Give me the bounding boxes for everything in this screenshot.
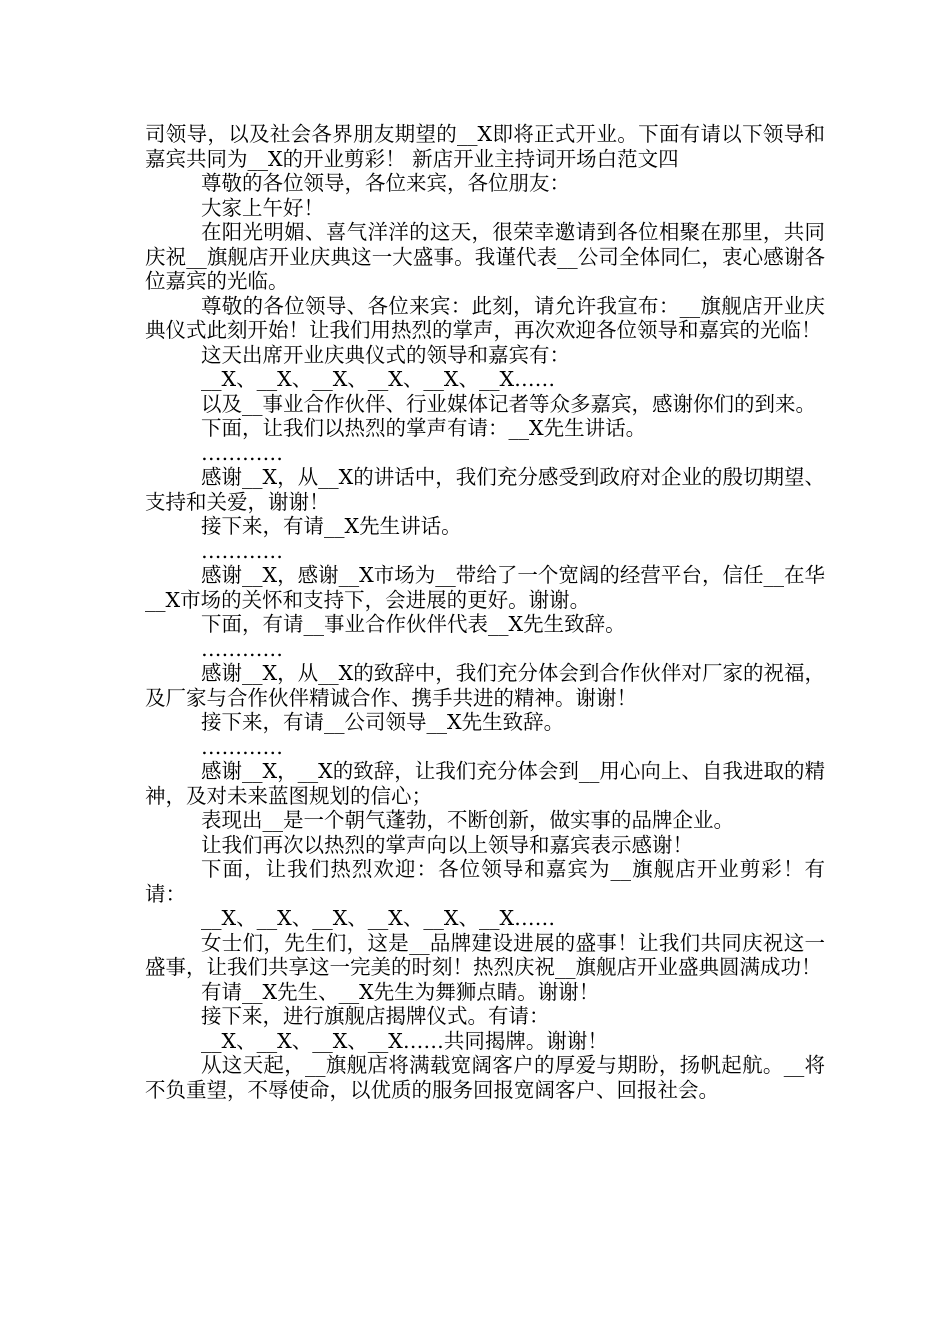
paragraph-speech-4: 接下来，有请__公司领导__X先生致辞。 (201, 710, 565, 734)
paragraph-morning: 大家上午好！ (201, 195, 324, 220)
paragraph-ellipsis: ………… (201, 734, 283, 759)
paragraph-continuation: 司领导，以及社会各界朋友期望的__X即将正式开业。下面有请以下领导和嘉宾共同为__X的开业剪彩！ 新店开业主持词开场白范文四 (145, 122, 825, 171)
paragraph-welcome: 在阳光明媚、喜气洋洋的这天，很荣幸邀请到各位相聚在那里，共同庆祝__旗舰店开业庆典这一大盛事。我谨代表__公司全体同仁，衷心感谢各位嘉宾的光临。 (145, 220, 825, 293)
paragraph-thanks-2: 感谢__X，感谢__X市场为__带给了一个宽阔的经营平台，信任__在华__X市场的关怀和支持下，会进展的更好。谢谢。 (145, 563, 825, 612)
paragraph-partners: 以及__事业合作伙伴、行业媒体记者等众多嘉宾，感谢你们的到来。 (201, 391, 816, 416)
paragraph-brand: 表现出__是一个朝气蓬勃，不断创新，做实事的品牌企业。 (201, 808, 734, 832)
paragraph-guest-list: __X、__X、__X、__X、__X、__X…… (201, 906, 556, 930)
document-body (145, 122, 825, 1102)
paragraph-thanks-1: 感谢__X，从__X的讲话中，我们充分感受到政府对企业的殷切期望、支持和关爱，谢谢！ (145, 465, 825, 514)
paragraph-greeting: 尊敬的各位领导，各位来宾，各位朋友： (201, 171, 570, 195)
paragraph-ribbon-cutting: 下面，让我们热烈欢迎：各位领导和嘉宾为__旗舰店开业剪彩！有请： (145, 857, 825, 906)
paragraph-guests-intro: 这天出席开业庆典仪式的领导和嘉宾有： (201, 342, 570, 367)
paragraph-lion-dance: 有请__X先生、__X先生为舞狮点睛。谢谢！ (201, 979, 600, 1004)
paragraph-unveil-guests: __X、__X、__X、__X……共同揭牌。谢谢！ (201, 1028, 608, 1053)
paragraph-guest-list: __X、__X、__X、__X、__X、__X…… (201, 367, 556, 391)
paragraph-announce: 尊敬的各位领导、各位来宾：此刻，请允许我宣布：__旗舰店开业庆典仪式此刻开始！让我们用热烈的掌声，再次欢迎各位领导和嘉宾的光临！ (145, 293, 825, 342)
paragraph-ellipsis: ………… (201, 636, 283, 661)
paragraph-ellipsis: ………… (201, 440, 283, 465)
paragraph-ellipsis: ………… (201, 538, 283, 563)
paragraph-thanks-3: 感谢__X，从__X的致辞中，我们充分体会到合作伙伴对厂家的祝福，及厂家与合作伙伴精诚合作、携手共进的精神。谢谢！ (145, 661, 825, 710)
paragraph-unveiling: 接下来，进行旗舰店揭牌仪式。有请： (201, 1004, 550, 1028)
paragraph-speech-1: 下面，让我们以热烈的掌声有请：__X先生讲话。 (201, 416, 647, 440)
paragraph-applause: 让我们再次以热烈的掌声向以上领导和嘉宾表示感谢！ (201, 832, 693, 857)
paragraph-closing: 从这天起，__旗舰店将满载宽阔客户的厚爱与期盼，扬帆起航。__将不负重望，不辱使命，以优质的服务回报宽阔客户、回报社会。 (145, 1053, 825, 1102)
paragraph-speech-2: 接下来，有请__X先生讲话。 (201, 514, 462, 538)
paragraph-speech-3: 下面，有请__事业合作伙伴代表__X先生致辞。 (201, 612, 626, 636)
paragraph-thanks-4: 感谢__X，__X的致辞，让我们充分体会到__用心向上、自我进取的精神，及对未来蓝图规划的信心； (145, 759, 825, 808)
paragraph-celebration: 女士们，先生们，这是__品牌建设进展的盛事！让我们共同庆祝这一盛事，让我们共享这一完美的时刻！热烈庆祝__旗舰店开业盛典圆满成功！ (145, 930, 825, 979)
